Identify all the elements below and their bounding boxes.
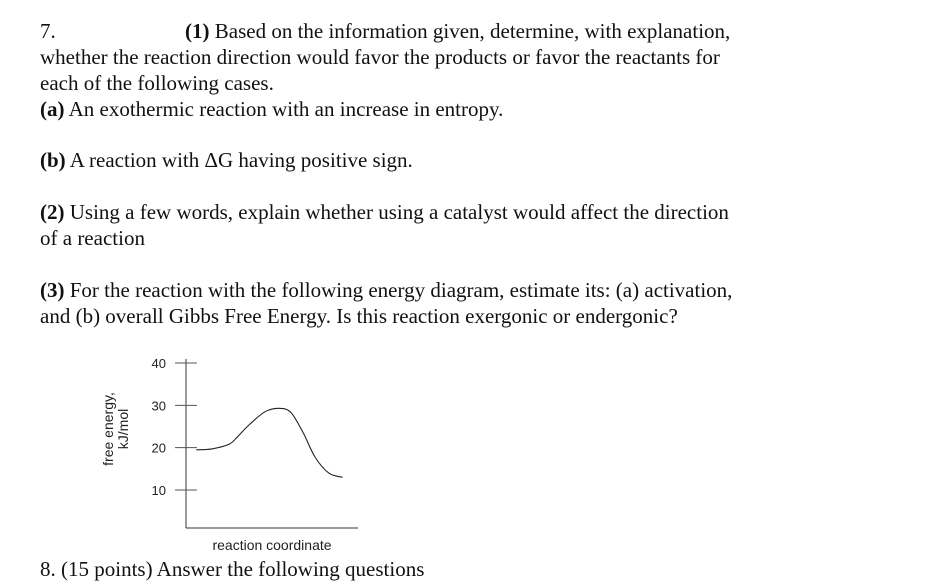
y-tick-label-40: 40	[151, 356, 166, 371]
part2-label: (2)	[40, 200, 65, 224]
case-b-label: (b)	[40, 148, 66, 172]
part3-label: (3)	[40, 278, 65, 302]
y-axis-label-line-1: kJ/mol	[115, 408, 131, 450]
case-a-text: An exothermic reaction with an increase in entropy.	[68, 97, 504, 121]
part1-case-a	[40, 96, 503, 122]
part3-line-1	[40, 277, 732, 303]
part3-text-1: For the reaction with the following energy diagram, estimate its: (a) activation,	[69, 278, 733, 302]
question-number: 7.	[40, 19, 56, 43]
energy-curve-0	[196, 408, 342, 477]
x-axis-label: reaction coordinate	[212, 537, 332, 553]
part1-line-3: each of the following cases.	[40, 71, 274, 95]
energy-diagram-svg	[95, 345, 395, 560]
y-axis-label	[100, 392, 131, 466]
energy-diagram	[95, 345, 395, 560]
part1-case-b	[40, 147, 413, 173]
next-question-partial: 8. (15 points) Answer the following questions	[40, 557, 425, 581]
part1-line-1: Based on the information given, determine, with explanation,	[214, 19, 731, 43]
ticks-layer	[152, 356, 197, 498]
part2-line-1	[40, 199, 729, 225]
y-axis-label-line-0: free energy,	[100, 392, 116, 466]
labels-layer	[100, 392, 332, 553]
part2-line-2: of a reaction	[40, 226, 145, 250]
part1-label: (1)	[185, 19, 210, 43]
part1-first-line	[185, 18, 730, 44]
axes-layer	[186, 359, 358, 528]
part3-line-2: and (b) overall Gibbs Free Energy. Is this reaction exergonic or endergonic?	[40, 304, 678, 328]
y-tick-label-10: 10	[151, 483, 166, 498]
part1-line-2: whether the reaction direction would favor the products or favor the reactants for	[40, 45, 720, 69]
case-b-text: A reaction with ΔG having positive sign.	[69, 148, 413, 172]
y-tick-label-20: 20	[151, 440, 166, 456]
case-a-label: (a)	[40, 97, 65, 121]
series-layer	[196, 408, 342, 477]
part2-text-1: Using a few words, explain whether using a catalyst would affect the direction	[69, 200, 729, 224]
y-tick-label-30: 30	[151, 398, 166, 414]
